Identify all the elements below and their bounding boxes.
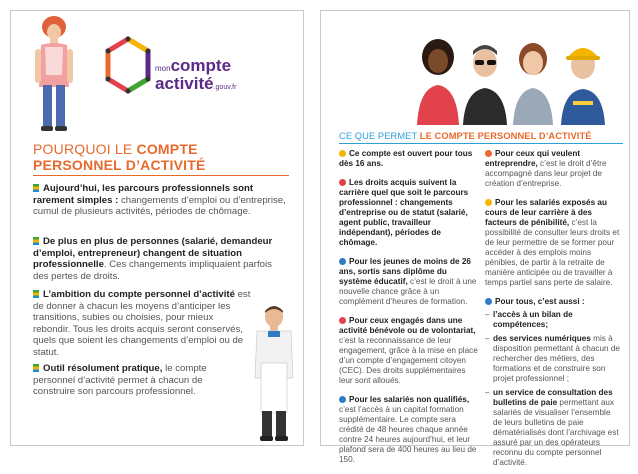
left-panel (10, 10, 304, 446)
title-divider (33, 175, 289, 176)
left-paragraph-3 (33, 289, 253, 358)
right-item-benevole-strong: Pour ceux engagés dans une activité bénévole ou de volontariat, (339, 316, 476, 335)
left-paragraph-3-text: est de donner à chacun les moyens d’anticiper les transitions, subies ou choisies, pour mieux rebondir. Tous les droits acquis seront conservés, quels que soient les changements d’emploi ou de statut. (33, 289, 251, 358)
right-item-jeunes-strong: Pour les jeunes de moins de 26 ans, sortis sans diplôme du système éducatif, (339, 257, 471, 286)
left-paragraph-4 (33, 363, 247, 398)
left-paragraph-1-text: changements d’emploi ou d’entreprise, cumul de plusieurs activités, périodes de chômage. (33, 194, 286, 217)
pour-tous-item-bilan (485, 310, 621, 330)
pour-tous-item-bulletins-text: permettant aux salariés de visualiser l’ensemble de leurs bulletins de paie dématérialisés dont l’archivage est assuré par un des opérateurs reconnu du compte personnel d’activité. (493, 398, 619, 467)
right-item-entreprendre (485, 149, 621, 189)
people-illustration (413, 33, 623, 125)
left-paragraph-2 (33, 236, 289, 282)
tricolor-bullet-icon (33, 237, 39, 245)
right-item-penibilite (485, 198, 621, 288)
logo-mon: mon (155, 64, 171, 73)
logo-compte: compte (170, 56, 232, 75)
pour-tous-item-numeriques-text: mis à disposition permettant à chacun de rechercher des métiers, des formations et de construire son projet professionnel ; (493, 334, 620, 383)
orange-bullet-icon (485, 150, 492, 157)
right-item-entreprendre-strong: Pour ceux qui veulent entreprendre, (485, 149, 581, 168)
hexagon-logo-icon (103, 35, 153, 95)
right-item-salaries-text: c’est l’accès à un capital formation supplémentaire. Le compte sera crédité de 48 heures chaque année contre 24 heures aujourd’hui, et leur plafond sera de 400 heures au lieu de 150. (339, 405, 477, 464)
right-title-divider (339, 143, 623, 144)
right-item-age-strong: Ce compte est ouvert pour tous dès 16 ans. (339, 149, 473, 168)
left-paragraph-4-strong: Outil résolument pratique, (43, 363, 163, 374)
left-paragraph-3-strong: L’ambition du compte personnel d’activité (43, 289, 235, 300)
tricolor-bullet-icon (33, 290, 39, 298)
yellow-bullet-icon (339, 150, 346, 157)
right-item-salaries-strong: Pour les salariés non qualifiés, (349, 395, 470, 404)
pour-tous-item-numeriques-strong: des services numériques (493, 334, 591, 343)
pour-tous-item-numeriques (485, 334, 621, 384)
right-item-penibilite-text: c’est la possibilité de consulter leurs droits et de leur permettre de se former pour accéder à des emplois moins pénibles, de partir à la retraite de manière anticipée ou de travailler à temps partiel sans perte de salaire. (485, 218, 620, 287)
left-paragraph-2-text: . Ces changements impliquaient parfois des pertes de droits. (33, 259, 272, 282)
pour-tous-list (485, 310, 621, 468)
left-title (33, 141, 283, 173)
left-title-normal: POURQUOI LE (33, 141, 137, 157)
right-item-jeunes-text: c’est le droit à une nouvelle chance grâce à un complément d’heures de formation. (339, 277, 477, 306)
right-item-entreprendre-text: c’est le droit d’être accompagné dans leur projet de création d’entreprise. (485, 159, 607, 188)
left-paragraph-1 (33, 183, 289, 218)
right-item-pour-tous (485, 297, 621, 307)
right-title (339, 131, 629, 141)
logo-wordmark (155, 57, 236, 93)
logo-gouv: .gouv.fr (213, 84, 237, 91)
pour-tous-item-bulletins-strong: un service de consultation des bulletins de paie (493, 388, 613, 407)
left-title-bold2: PERSONNEL D’ACTIVITÉ (33, 157, 206, 173)
red-bullet-icon (339, 317, 346, 324)
right-item-penibilite-strong: Pour les salariés exposés au cours de leur carrière à des facteurs de pénibilité, (485, 198, 607, 227)
left-paragraph-4-text: le compte personnel d’activité permet à chacun de construire son parcours professionnel. (33, 363, 207, 397)
right-panel (320, 10, 630, 467)
left-paragraph-1-strong: Aujourd’hui, les parcours professionnels sont rarement simples : (33, 183, 254, 206)
pour-tous-item-bulletins (485, 388, 621, 468)
tricolor-bullet-icon (33, 364, 39, 372)
right-item-pour-tous-strong: Pour tous, c’est aussi : (495, 297, 585, 306)
right-column-1 (339, 149, 479, 474)
monactivite-logo (103, 35, 273, 115)
blue-bullet-icon (485, 298, 492, 305)
right-title-normal: CE QUE PERMET (339, 131, 420, 141)
right-column-2 (485, 149, 621, 472)
blue-bullet-icon (339, 258, 346, 265)
right-item-salaries (339, 395, 479, 465)
left-title-bold1: COMPTE (136, 141, 198, 157)
yellow-bullet-icon (485, 199, 492, 206)
right-title-bold: LE COMPTE PERSONNEL D’ACTIVITÉ (419, 131, 592, 141)
right-item-age (339, 149, 479, 169)
right-item-benevole (339, 316, 479, 386)
woman-illustration (31, 15, 77, 133)
tricolor-bullet-icon (33, 184, 39, 192)
left-paragraph-2-strong: De plus en plus de personnes (salarié, demandeur d’emploi, entrepreneur) changent de situation professionnelle (33, 236, 273, 270)
right-item-droits (339, 178, 479, 248)
right-item-jeunes (339, 257, 479, 307)
pour-tous-item-bilan-strong: l’accès à un bilan de compétences; (493, 310, 573, 329)
chef-illustration (249, 303, 299, 443)
right-item-benevole-text: c’est la reconnaissance de leur engagement, grâce à la mise en place d’un compte d’engagement citoyen (CEC). Des droits supplémentaires leur sont alloués. (339, 336, 478, 385)
logo-activite: activité (155, 74, 214, 93)
red-bullet-icon (339, 179, 346, 186)
right-item-droits-strong: Les droits acquis suivent la carrière quel que soit le parcours professionnel : changements d’entreprise ou de statut (salarié, agent public, travailleur indépendant), périodes de chômage. (339, 178, 469, 247)
blue-bullet-icon (339, 396, 346, 403)
